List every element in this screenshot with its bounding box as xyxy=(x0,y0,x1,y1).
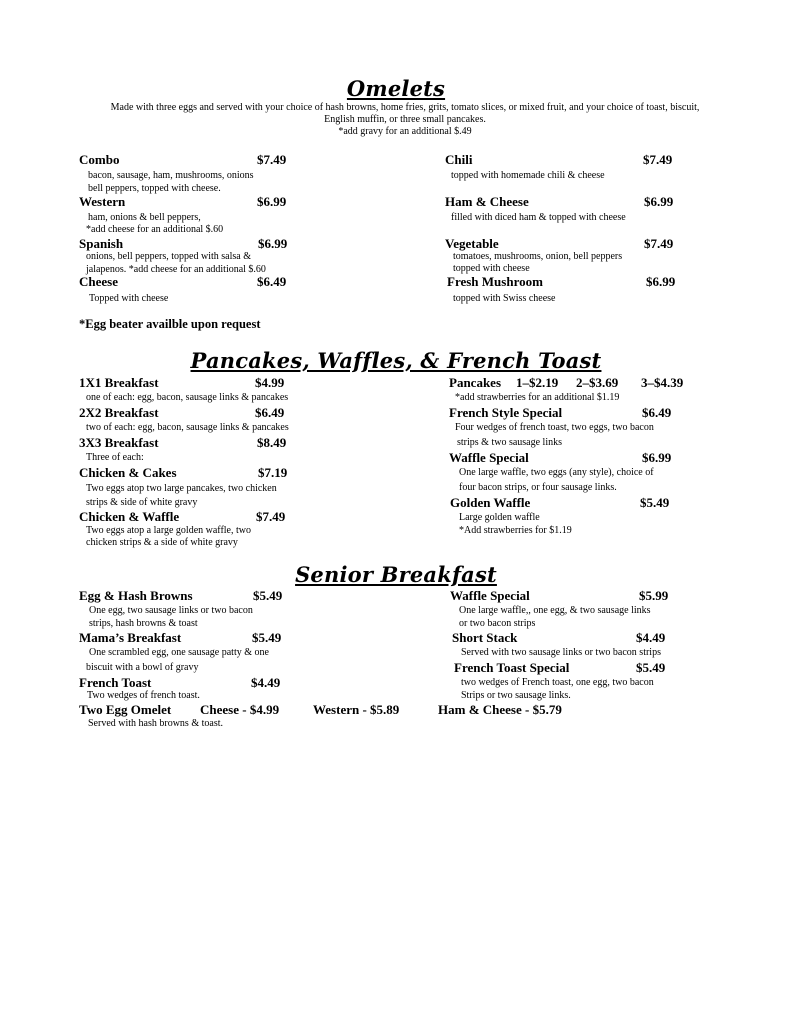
french-style-special-price: $6.49 xyxy=(642,405,672,420)
egg-hash-browns-name: Egg & Hash Browns xyxy=(79,588,193,603)
pancakes-title: Pancakes, Waffles, & French Toast xyxy=(190,348,602,373)
omelets-intro xyxy=(80,102,730,138)
two-egg-omelet-name: Two Egg Omelet xyxy=(79,702,172,717)
combo-desc-2: bell peppers, topped with cheese. xyxy=(88,183,221,194)
omelets-intro-line-2: English muffin, or three small pancakes. xyxy=(324,114,486,125)
cheese-name: Cheese xyxy=(79,274,118,289)
chicken-cakes-desc-2: strips & side of white gravy xyxy=(86,497,198,508)
western-desc-2: *add cheese for an additional $.60 xyxy=(86,224,224,235)
ham-cheese-price: $6.99 xyxy=(644,194,674,209)
vegetable-price: $7.49 xyxy=(644,236,674,251)
vegetable-desc-1: tomatoes, mushrooms, onion, bell peppers xyxy=(453,251,623,262)
pancakes-price-2: 2–$3.69 xyxy=(576,375,619,390)
mamas-breakfast-price: $5.49 xyxy=(252,630,282,645)
spanish-name: Spanish xyxy=(79,236,124,251)
fresh-mushroom-price: $6.99 xyxy=(646,274,676,289)
combo-desc-1: bacon, sausage, ham, mushrooms, onions xyxy=(88,170,254,181)
omelets-intro-line-3: *add gravy for an additional $.49 xyxy=(338,126,472,137)
two-egg-omelet-cheese: Cheese - $4.99 xyxy=(200,702,280,717)
egg-beater-note: *Egg beater availble upon request xyxy=(79,317,261,331)
senior-waffle-special-price: $5.99 xyxy=(639,588,669,603)
1x1-price: $4.99 xyxy=(255,375,285,390)
combo-name: Combo xyxy=(79,152,120,167)
mamas-breakfast-desc-1: One scrambled egg, one sausage patty & one xyxy=(89,647,269,658)
chicken-waffle-desc-1: Two eggs atop a large golden waffle, two xyxy=(86,525,251,536)
chicken-waffle-desc-2: chicken strips & a side of white gravy xyxy=(86,537,238,548)
chicken-cakes-price: $7.19 xyxy=(258,465,288,480)
chicken-waffle-name: Chicken & Waffle xyxy=(79,509,180,524)
french-toast-special-price: $5.49 xyxy=(636,660,666,675)
chili-price: $7.49 xyxy=(643,152,673,167)
two-egg-omelet-ham-cheese: Ham & Cheese - $5.79 xyxy=(438,702,562,717)
3x3-desc-1: Three of each: xyxy=(86,452,144,463)
pancakes-price-1: 1–$2.19 xyxy=(516,375,559,390)
senior-waffle-special-desc-1: One large waffle,, one egg, & two sausage links xyxy=(459,605,651,616)
chili-name: Chili xyxy=(445,152,473,167)
golden-waffle-desc-2: *Add strawberries for $1.19 xyxy=(459,525,572,536)
two-egg-omelet-western: Western - $5.89 xyxy=(313,702,400,717)
chicken-waffle-price: $7.49 xyxy=(256,509,286,524)
mamas-breakfast-desc-2: biscuit with a bowl of gravy xyxy=(86,662,199,673)
mamas-breakfast-name: Mama’s Breakfast xyxy=(79,630,182,645)
vegetable-desc-2: topped with cheese xyxy=(453,263,530,274)
french-toast-price: $4.49 xyxy=(251,675,281,690)
two-egg-omelet-desc-1: Served with hash browns & toast. xyxy=(88,718,223,729)
combo-price: $7.49 xyxy=(257,152,287,167)
senior-waffle-special-name: Waffle Special xyxy=(450,588,530,603)
3x3-price: $8.49 xyxy=(257,435,287,450)
french-style-special-desc-1: Four wedges of french toast, two eggs, two bacon xyxy=(455,422,654,433)
french-style-special-name: French Style Special xyxy=(449,405,563,420)
spanish-desc-1: onions, bell peppers, topped with salsa & xyxy=(86,251,251,262)
french-toast-special-desc-1: two wedges of French toast, one egg, two bacon xyxy=(461,677,654,688)
waffle-special-desc-2: four bacon strips, or four sausage links. xyxy=(459,482,617,493)
cheese-price: $6.49 xyxy=(257,274,287,289)
cheese-desc-1: Topped with cheese xyxy=(89,293,169,304)
chicken-cakes-name: Chicken & Cakes xyxy=(79,465,177,480)
waffle-special-price: $6.99 xyxy=(642,450,672,465)
egg-hash-browns-desc-2: strips, hash browns & toast xyxy=(89,618,198,629)
waffle-special-name: Waffle Special xyxy=(449,450,529,465)
omelets-title: Omelets xyxy=(346,76,446,101)
fresh-mushroom-name: Fresh Mushroom xyxy=(447,274,543,289)
french-toast-special-name: French Toast Special xyxy=(454,660,570,675)
pancakes-desc-1: *add strawberries for an additional $1.19 xyxy=(455,392,620,403)
1x1-name: 1X1 Breakfast xyxy=(79,375,159,390)
2x2-name: 2X2 Breakfast xyxy=(79,405,159,420)
chicken-cakes-desc-1: Two eggs atop two large pancakes, two chicken xyxy=(86,483,277,494)
western-price: $6.99 xyxy=(257,194,287,209)
waffle-special-desc-1: One large waffle, two eggs (any style), choice of xyxy=(459,467,654,478)
vegetable-name: Vegetable xyxy=(445,236,499,251)
french-toast-desc-1: Two wedges of french toast. xyxy=(87,690,200,701)
western-name: Western xyxy=(79,194,126,209)
3x3-name: 3X3 Breakfast xyxy=(79,435,159,450)
pancakes-price-3: 3–$4.39 xyxy=(641,375,684,390)
golden-waffle-name: Golden Waffle xyxy=(450,495,531,510)
golden-waffle-price: $5.49 xyxy=(640,495,670,510)
french-style-special-desc-2: strips & two sausage links xyxy=(457,437,562,448)
western-desc-1: ham, onions & bell peppers, xyxy=(88,212,201,223)
short-stack-price: $4.49 xyxy=(636,630,666,645)
french-toast-special-desc-2: Strips or two sausage links. xyxy=(461,690,571,701)
french-toast-name: French Toast xyxy=(79,675,152,690)
short-stack-desc-1: Served with two sausage links or two bacon strips xyxy=(461,647,661,658)
golden-waffle-desc-1: Large golden waffle xyxy=(459,512,540,523)
short-stack-name: Short Stack xyxy=(452,630,518,645)
egg-hash-browns-price: $5.49 xyxy=(253,588,283,603)
2x2-desc-1: two of each: egg, bacon, sausage links & pancakes xyxy=(86,422,289,433)
senior-waffle-special-desc-2: or two bacon strips xyxy=(459,618,536,629)
ham-cheese-name: Ham & Cheese xyxy=(445,194,529,209)
spanish-price: $6.99 xyxy=(258,236,288,251)
senior-title: Senior Breakfast xyxy=(295,562,497,587)
fresh-mushroom-desc-1: topped with Swiss cheese xyxy=(453,293,556,304)
pancakes-name: Pancakes xyxy=(449,375,501,390)
2x2-price: $6.49 xyxy=(255,405,285,420)
egg-hash-browns-desc-1: One egg, two sausage links or two bacon xyxy=(89,605,253,616)
ham-cheese-desc-1: filled with diced ham & topped with cheese xyxy=(451,212,626,223)
1x1-desc-1: one of each: egg, bacon, sausage links & pancakes xyxy=(86,392,289,403)
chili-desc-1: topped with homemade chili & cheese xyxy=(451,170,605,181)
omelets-intro-line-1: Made with three eggs and served with your choice of hash browns, home fries, grits, tomato slices, or mixed fruit, and your choice of toast, biscuit, xyxy=(110,102,700,113)
spanish-desc-2: jalapenos. *add cheese for an additional $.60 xyxy=(86,264,266,275)
